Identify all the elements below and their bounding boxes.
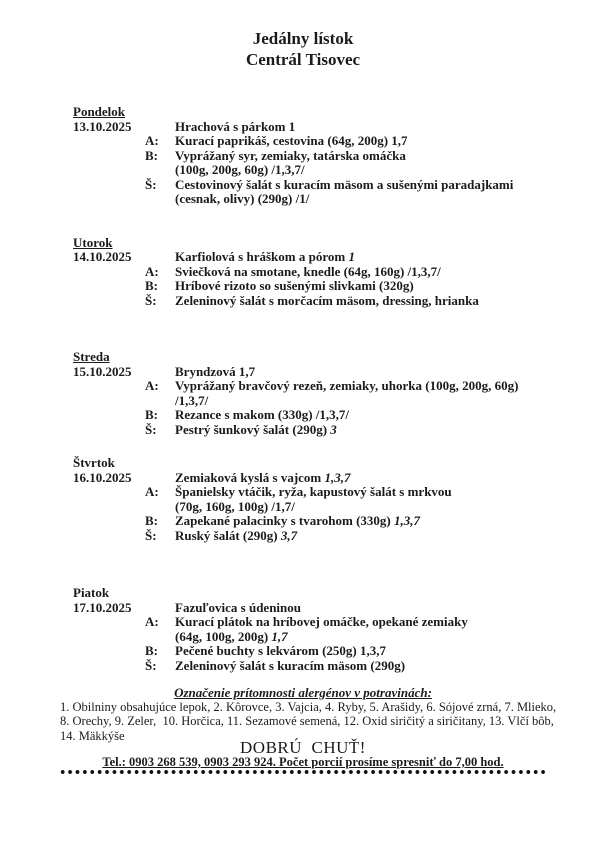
text-segment: Cestovinový šalát s kuracím mäsom a sušenými paradajkami [175, 176, 514, 192]
allergen-numbers-italic: 1,7 [271, 628, 288, 644]
allergen-numbers-italic: 1 [348, 249, 355, 264]
course-text-continuation [175, 191, 309, 206]
soup-name [175, 470, 351, 485]
course-letter: A: [145, 133, 159, 148]
course-text [175, 422, 337, 437]
text-segment: Kurací paprikáš, cestovina (64g, 200g) 1,7 [175, 133, 408, 148]
text-segment: Zemiaková kyslá s vajcom [175, 469, 325, 485]
course-text [175, 293, 479, 308]
course-text-continuation [175, 499, 295, 514]
text-segment: Hríbové rizoto so sušenými slivkami (320g) [175, 278, 414, 293]
text-segment: (cesnak, olivy) (290g) /1/ [175, 191, 310, 206]
course-letter: A: [145, 263, 159, 279]
course-letter: B: [145, 147, 158, 163]
day-date: 17.10.2025 [73, 599, 132, 615]
day-name: Piatok [73, 585, 110, 600]
course-row [73, 514, 586, 529]
course-row [73, 423, 586, 438]
course-text-continuation [175, 393, 208, 408]
text-segment: Karfiolová s hráškom a pórom [175, 249, 349, 264]
day-name: Utorok [73, 234, 113, 250]
text-segment: (64g, 100g, 200g) [175, 628, 272, 644]
phone-info-line: Tel.: 0903 268 539, 0903 293 924. Počet porcií prosíme spresniť do 7,00 hod. [102, 754, 504, 769]
day-name: Streda [73, 349, 110, 364]
day-name: Pondelok [73, 104, 126, 119]
text-segment: (100g, 200g, 60g) /1,3,7/ [175, 162, 305, 177]
course-text [175, 133, 408, 148]
text-segment: Bryndzová 1,7 [175, 363, 256, 379]
allergen-numbers-italic: 3,7 [280, 527, 298, 543]
course-row [73, 644, 586, 659]
course-row [73, 529, 586, 544]
allergen-numbers-italic: 1,3,7 [393, 513, 420, 528]
course-letter: A: [145, 614, 159, 629]
day-name: Štvrtok [73, 455, 115, 470]
course-letter: A: [145, 378, 159, 393]
text-segment: Kurací plátok na hríbovej omáčke, opekané zemiaky [175, 614, 468, 629]
day-date: 13.10.2025 [73, 118, 132, 134]
course-text [175, 378, 518, 393]
course-letter: Š: [145, 421, 157, 437]
course-text [175, 148, 406, 163]
course-row [73, 163, 586, 178]
course-text [175, 614, 468, 629]
course-letter: B: [145, 407, 158, 422]
text-segment: Zeleninový šalát s kuracím mäsom (290g) [175, 657, 406, 673]
text-segment: Vyprážaný syr, zemiaky, tatárska omáčka [175, 147, 406, 163]
course-letter: B: [145, 643, 158, 658]
course-text [175, 177, 513, 192]
course-row [73, 134, 586, 149]
course-row [73, 265, 586, 280]
course-letter: Š: [145, 176, 157, 192]
course-row [73, 500, 586, 515]
soup-name [175, 249, 355, 264]
soup-row [73, 601, 586, 616]
text-segment: Zeleninový šalát s morčacím mäsom, dressing, hrianka [175, 292, 479, 308]
allergen-list-line-1: 1. Obilniny obsahujúce lepok, 2. Kôrovce, 3. Vajcia, 4. Ryby, 5. Arašidy, 6. Sójové zrná, 7. Mlieko, [60, 700, 557, 714]
soup-row [73, 120, 586, 135]
course-row [73, 659, 586, 674]
course-row [73, 192, 586, 207]
text-segment: Zapekané palacinky s tvarohom (330g) [175, 513, 394, 528]
allergen-numbers-italic: 1,3,7 [324, 469, 351, 485]
allergen-section [0, 685, 606, 743]
allergen-numbers-italic: 3 [330, 421, 337, 437]
allergen-heading: Označenie prítomnosti alergénov v potravinách: [174, 685, 432, 700]
dotted-separator [59, 769, 547, 775]
day-date: 16.10.2025 [73, 469, 132, 485]
text-segment: Ruský šalát (290g) [175, 527, 281, 543]
text-segment: Fazuľovica s údeninou [175, 599, 302, 615]
course-row [73, 615, 586, 630]
course-row [73, 178, 586, 193]
course-text-continuation [175, 629, 288, 644]
day-date: 14.10.2025 [73, 249, 132, 264]
course-row [73, 630, 586, 645]
soup-name [175, 364, 255, 379]
course-row [73, 485, 586, 500]
text-segment: /1,3,7/ [175, 392, 209, 408]
course-text-continuation [175, 162, 305, 177]
course-letter: Š: [145, 292, 157, 308]
day-section-2 [73, 236, 586, 309]
soup-row [73, 250, 586, 265]
title-line-1: Jedálny lístok [252, 29, 354, 48]
course-text [175, 484, 452, 499]
course-text [175, 278, 414, 293]
text-segment: Hrachová s párkom 1 [175, 118, 296, 134]
text-segment: Pečené buchty s lekvárom (250g) 1,3,7 [175, 643, 386, 658]
day-section-1 [73, 105, 586, 207]
text-segment: Španielsky vtáčik, ryža, kapustový šalát s mrkvou [175, 484, 452, 499]
course-row [73, 149, 586, 164]
course-text [175, 513, 420, 528]
course-row [73, 379, 586, 394]
day-section-5 [73, 586, 586, 673]
text-segment: Rezance s makom (330g) /1,3,7/ [175, 407, 350, 422]
course-letter: A: [145, 484, 159, 499]
day-section-3 [73, 350, 586, 437]
course-row [73, 408, 586, 423]
allergen-list-line-3: 14. Mäkkýše [60, 728, 125, 743]
bon-appetit-text: DOBRÚ CHUŤ! [240, 737, 366, 757]
course-letter: Š: [145, 657, 157, 673]
text-segment: Vyprážaný bravčový rezeň, zemiaky, uhorka (100g, 200g, 60g) [175, 378, 519, 393]
soup-name [175, 119, 295, 134]
menu-days [73, 105, 586, 673]
course-text [175, 264, 441, 279]
course-row [73, 394, 586, 409]
soup-row [73, 365, 586, 380]
day-date: 15.10.2025 [73, 363, 132, 379]
course-letter: B: [145, 278, 158, 293]
text-segment: (70g, 160g, 100g) /1,7/ [175, 498, 295, 514]
soup-name [175, 600, 301, 615]
allergen-list-line-2: 8. Orechy, 9. Zeler, 10. Horčica, 11. Sezamové semená, 12. Oxid siričitý a siričitany, 13. Vlčí bôb, [60, 714, 554, 729]
text-segment: Pestrý šunkový šalát (290g) [175, 421, 331, 437]
soup-row [73, 471, 586, 486]
course-row [73, 279, 586, 294]
course-text [175, 407, 349, 422]
document-title [0, 0, 606, 70]
title-line-2: Centrál Tisovec [245, 50, 361, 69]
course-text [175, 643, 386, 658]
course-text [175, 658, 405, 673]
day-section-4 [73, 456, 586, 543]
text-segment: Sviečková na smotane, knedle (64g, 160g) /1,3,7/ [175, 263, 441, 279]
course-text [175, 528, 297, 543]
course-letter: B: [145, 513, 158, 528]
course-row [73, 294, 586, 309]
course-letter: Š: [145, 527, 157, 543]
